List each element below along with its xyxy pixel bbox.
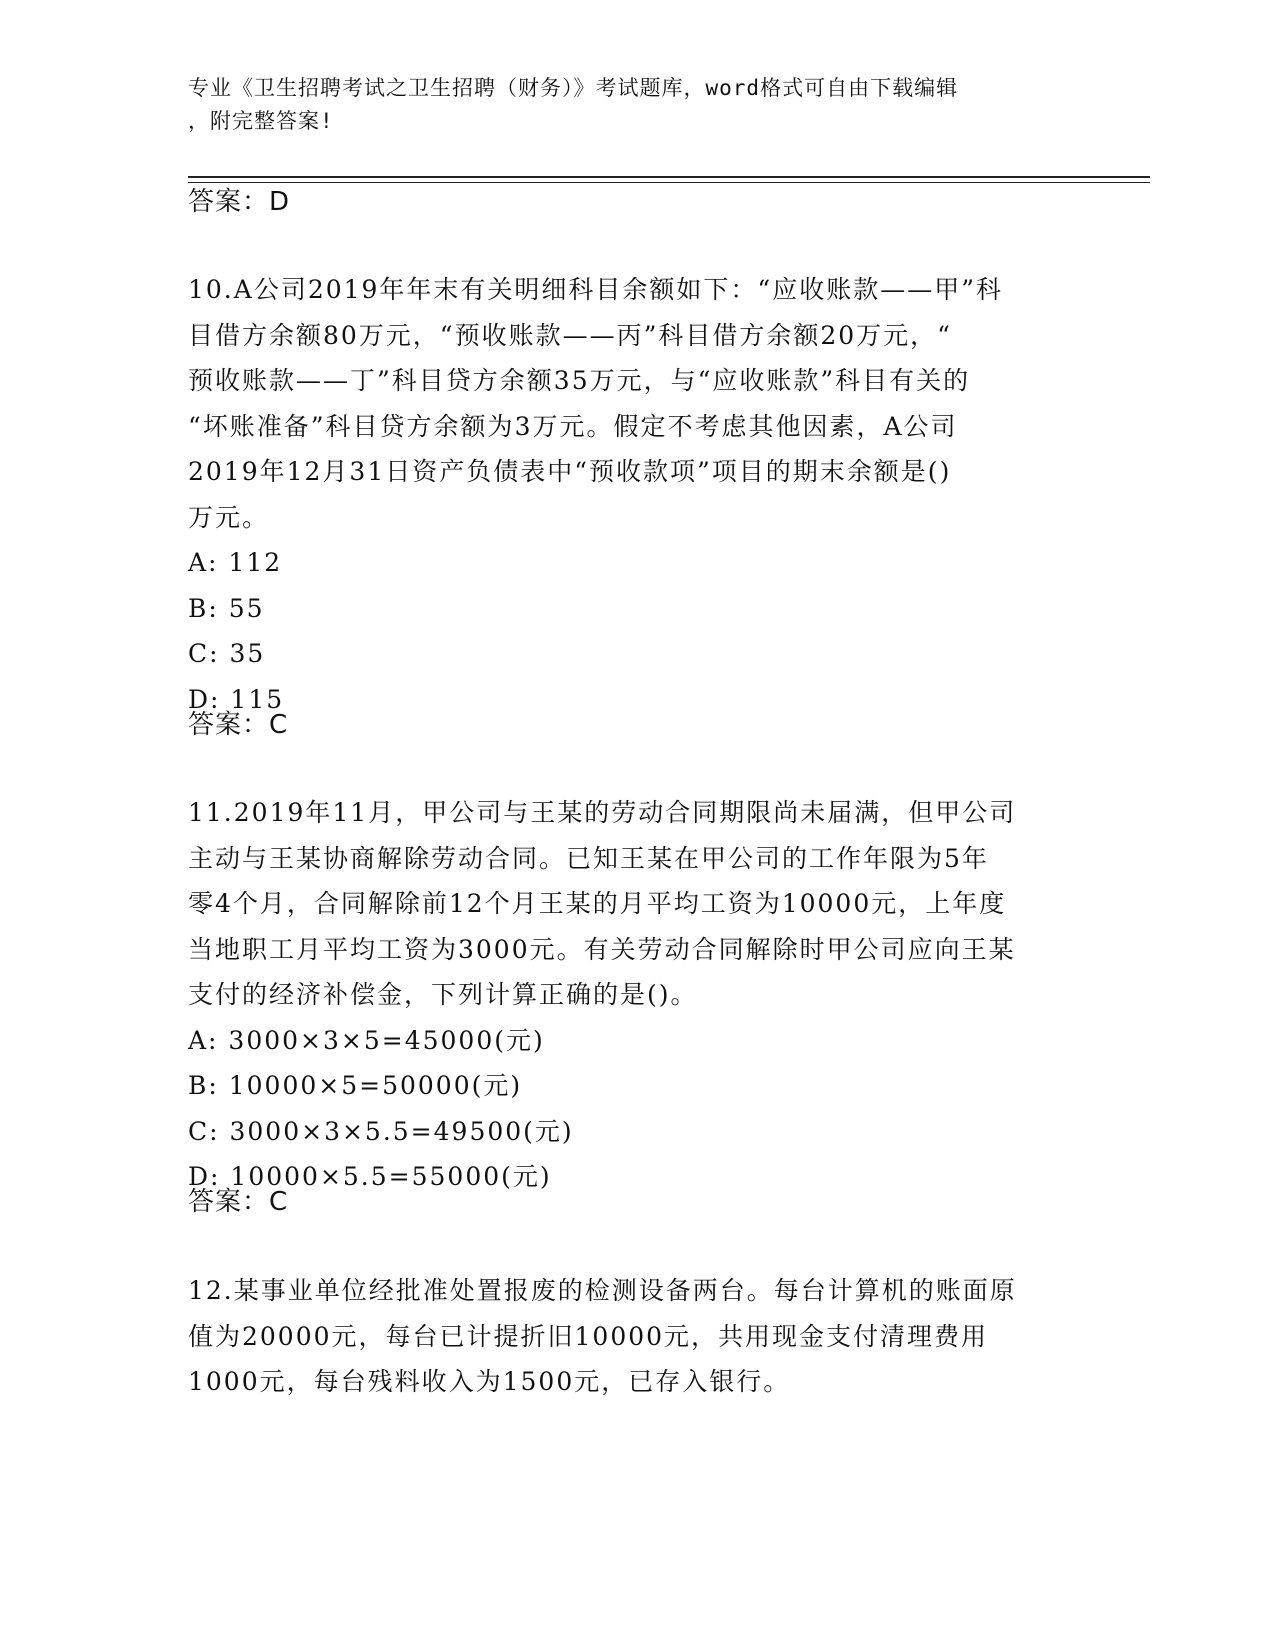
question-line: 预收账款——丁”科目贷方余额35万元，与“应收账款”科目有关的 <box>188 366 971 395</box>
question-line: 目借方余额80万元，“预收账款——丙”科目借方余额20万元，“ <box>188 320 952 350</box>
question-line: “坏账准备”科目贷方余额为3万元。假定不考虑其他因素，A公司 <box>188 411 958 441</box>
question-line: 11.2019年11月，甲公司与王某的劳动合同期限尚未届满，但甲公司 <box>188 798 1017 827</box>
answer-11: 答案：C <box>188 1187 289 1217</box>
option-a: A: 3000×3×5=45000(元) <box>188 1025 545 1055</box>
question-line: 12.某事业单位经批准处置报废的检测设备两台。每台计算机的账面原 <box>188 1276 1017 1305</box>
question-line: 2019年12月31日资产负债表中“预收款项”项目的期末余额是() <box>188 457 952 486</box>
option-a: A: 112 <box>188 548 283 577</box>
answer-10: 答案：C <box>188 710 289 740</box>
question-11 <box>188 790 1088 1200</box>
option-b: B: 55 <box>188 593 265 623</box>
question-line: 零4个月，合同解除前12个月王某的月平均工资为10000元，上年度 <box>188 889 1007 918</box>
option-d: D: 115 <box>188 684 285 714</box>
option-b: B: 10000×5=50000(元) <box>188 1071 523 1100</box>
header-line-2: ，附完整答案! <box>188 109 334 133</box>
question-line: 值为20000元，每台已计提折旧10000元，共用现金支付清理费用 <box>188 1321 989 1351</box>
header-line-1: 专业《卫生招聘考试之卫生招聘（财务）》考试题库，word格式可自由下载编辑 <box>188 76 959 100</box>
question-line: 支付的经济补偿金，下列计算正确的是()。 <box>188 980 698 1009</box>
header-divider-thick <box>188 176 1150 178</box>
header-divider-thin <box>188 182 1150 183</box>
previous-answer: 答案：D <box>188 187 291 217</box>
question-line: 万元。 <box>188 502 270 532</box>
question-10 <box>188 267 1088 722</box>
question-line: 1000元，每台残料收入为1500元，已存入银行。 <box>188 1367 791 1396</box>
question-line: 10.A公司2019年年末有关明细科目余额如下：“应收账款——甲”科 <box>188 275 1003 304</box>
option-c: C: 35 <box>188 639 266 668</box>
question-line: 主动与王某协商解除劳动合同。已知王某在甲公司的工作年限为5年 <box>188 843 989 873</box>
option-c: C: 3000×3×5.5=49500(元) <box>188 1116 574 1146</box>
question-12 <box>188 1268 1088 1405</box>
option-d: D: 10000×5.5=55000(元) <box>188 1162 552 1191</box>
question-line: 当地职工月平均工资为3000元。有关劳动合同解除时甲公司应向王某 <box>188 934 1016 964</box>
page-header <box>188 72 1088 138</box>
